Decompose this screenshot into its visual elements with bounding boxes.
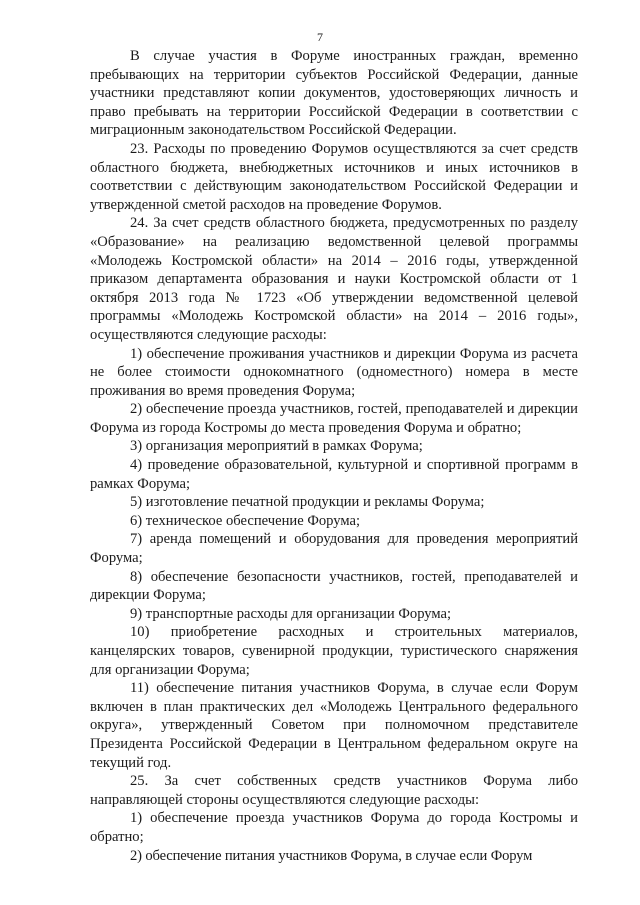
page-number: 7: [317, 30, 323, 44]
paragraph-23-forum-expenses: 23. Расходы по проведению Форумов осуществляются за счет средств областного бюджета, внебюджетных источников и иных источников в соответствии с действующим законодательством Российской Федерации и утвержденной сметой расходов на проведение Форумов.: [90, 140, 578, 213]
list-item-24-3: 3) организация мероприятий в рамках Форума;: [130, 438, 423, 455]
list-item-24-9: 9) транспортные расходы для организации Форума;: [130, 605, 452, 622]
paragraph-foreign-participants: В случае участия в Форуме иностранных граждан, временно пребывающих на территории субъектов Российской Федерации, данные участники представляют копии документов, удостоверяющих личность и право пребывать на территории Российской Федерации в соответствии с миграционным законодательством Российской Федерации.: [90, 48, 578, 139]
list-item-24-7: 7) аренда помещений и оборудования для проведения мероприятий Форума;: [90, 531, 578, 567]
paragraph-25-own-funds: 25. За счет собственных средств участников Форума либо направляющей стороны осуществляются следующие расходы:: [90, 773, 578, 808]
list-item-24-4: 4) проведение образовательной, культурной и спортивной программ в рамках Форума;: [90, 457, 578, 492]
list-item-25-1: 1) обеспечение проезда участников Форума до города Костромы и обратно;: [90, 810, 578, 845]
paragraph-24-regional-budget: 24. За счет средств областного бюджета, предусмотренных по разделу «Образование» на реализацию ведомственной целевой программы «Молодежь Костромской области» на 2014 – 2016 годы, утвержденной приказом департамента образования и науки Костромской области от 1 октября 2013 года № 1723 «Об утверждении ведомственной целевой программы «Молодежь Костромской области» на 2014 – 2016 годы», осуществляются следующие расходы:: [90, 215, 578, 343]
list-item-24-5: 5) изготовление печатной продукции и рекламы Форума;: [130, 494, 485, 511]
list-item-24-8: 8) обеспечение безопасности участников, гостей, преподавателей и дирекции Форума;: [90, 568, 578, 604]
list-item-24-11: 11) обеспечение питания участников Форума, в случае если Форум включен в план практических дел «Молодежь Центрального федерального округа», утвержденный Советом при полномочном представителе Президента Российской Федерации в Центральном федеральном округе на текущий год.: [90, 680, 578, 771]
list-item-24-2: 2) обеспечение проезда участников, гостей, преподавателей и дирекции Форума из города Костромы до места проведения Форума и обратно;: [90, 401, 578, 436]
list-item-24-1: 1) обеспечение проживания участников и дирекции Форума из расчета не более стоимости однокомнатного (одноместного) номера в месте проживания во время проведения Форума;: [90, 345, 578, 399]
list-item-25-2: 2) обеспечение питания участников Форума, в случае если Форум: [130, 847, 533, 864]
document-body: [90, 47, 578, 865]
list-item-24-6: 6) техническое обеспечение Форума;: [130, 512, 361, 529]
list-item-24-10: 10) приобретение расходных и строительных материалов, канцелярских товаров, сувенирной продукции, туристического снаряжения для организации Форума;: [90, 624, 578, 678]
